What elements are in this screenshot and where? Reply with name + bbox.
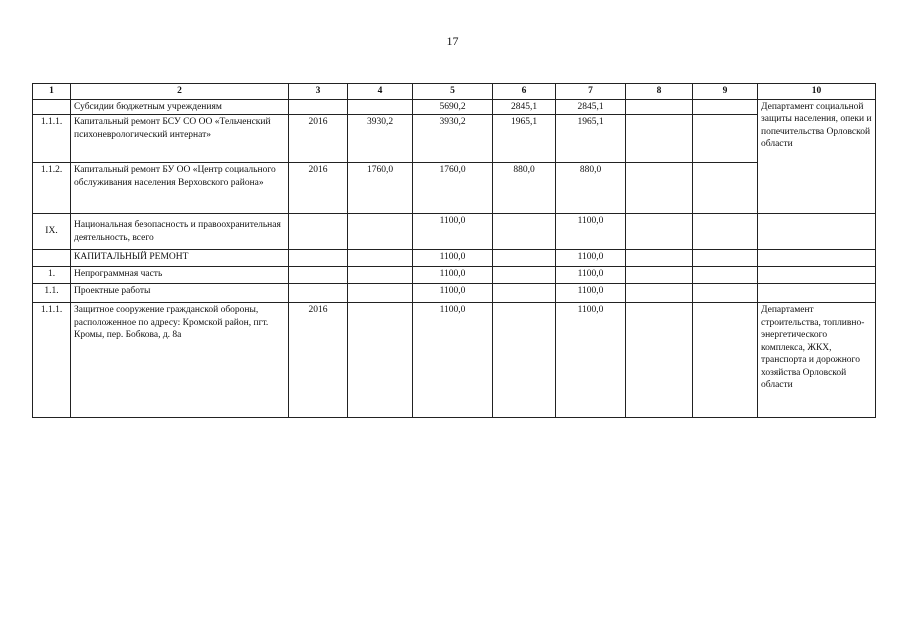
cell-year bbox=[289, 267, 348, 284]
cell-col4 bbox=[348, 284, 413, 303]
row-number bbox=[33, 250, 71, 267]
table-row bbox=[33, 115, 876, 163]
cell-col4 bbox=[348, 250, 413, 267]
cell-department-construction: Департамент строительства, топливно-энергетического комплекса, ЖКХ, транспорта и дорожного хозяйства Орловской области bbox=[758, 303, 876, 418]
cell-year bbox=[289, 250, 348, 267]
cell-col4 bbox=[348, 99, 413, 115]
cell-col8 bbox=[626, 267, 693, 284]
cell-col6 bbox=[493, 284, 556, 303]
table-row bbox=[33, 303, 876, 418]
column-header: 1 bbox=[33, 84, 71, 100]
cell-col10 bbox=[758, 214, 876, 250]
row-number: 1.1. bbox=[33, 284, 71, 303]
cell-col8 bbox=[626, 214, 693, 250]
budget-table bbox=[32, 83, 876, 418]
cell-col6 bbox=[493, 250, 556, 267]
cell-col4: 1760,0 bbox=[348, 163, 413, 214]
cell-year: 2016 bbox=[289, 303, 348, 418]
table-row bbox=[33, 99, 876, 115]
row-name: Защитное сооружение гражданской обороны, расположенное по адресу: Кромской район, пгт. Кромы, пер. Бобкова, д. 8а bbox=[71, 303, 289, 418]
column-header: 8 bbox=[626, 84, 693, 100]
cell-col8 bbox=[626, 284, 693, 303]
row-name: Капитальный ремонт БУ ОО «Центр социального обслуживания населения Верховского района» bbox=[71, 163, 289, 214]
cell-col5: 1100,0 bbox=[413, 214, 493, 250]
column-header: 3 bbox=[289, 84, 348, 100]
cell-col6: 2845,1 bbox=[493, 99, 556, 115]
row-name: Капитальный ремонт БСУ СО ОО «Тельченский психоневрологический интернат» bbox=[71, 115, 289, 163]
header-row bbox=[33, 84, 876, 100]
cell-col6 bbox=[493, 303, 556, 418]
cell-col7: 2845,1 bbox=[556, 99, 626, 115]
cell-col7: 1100,0 bbox=[556, 214, 626, 250]
table-row bbox=[33, 163, 876, 214]
cell-col9 bbox=[693, 214, 758, 250]
cell-col6 bbox=[493, 214, 556, 250]
cell-year: 2016 bbox=[289, 115, 348, 163]
cell-col7: 1100,0 bbox=[556, 267, 626, 284]
row-name: Национальная безопасность и правоохранительная деятельность, всего bbox=[71, 214, 289, 250]
table-row bbox=[33, 214, 876, 250]
column-header: 7 bbox=[556, 84, 626, 100]
cell-col7: 1100,0 bbox=[556, 303, 626, 418]
cell-col4 bbox=[348, 303, 413, 418]
table-row bbox=[33, 267, 876, 284]
column-header: 4 bbox=[348, 84, 413, 100]
cell-col10 bbox=[758, 284, 876, 303]
column-header: 6 bbox=[493, 84, 556, 100]
cell-col5: 1100,0 bbox=[413, 303, 493, 418]
cell-col9 bbox=[693, 284, 758, 303]
cell-col9 bbox=[693, 250, 758, 267]
row-number: 1.1.1. bbox=[33, 303, 71, 418]
cell-col5: 3930,2 bbox=[413, 115, 493, 163]
row-name: КАПИТАЛЬНЫЙ РЕМОНТ bbox=[71, 250, 289, 267]
cell-col9 bbox=[693, 115, 758, 163]
row-number: IX. bbox=[33, 214, 71, 250]
row-number: 1. bbox=[33, 267, 71, 284]
cell-col4 bbox=[348, 267, 413, 284]
cell-col5: 1760,0 bbox=[413, 163, 493, 214]
cell-col8 bbox=[626, 99, 693, 115]
cell-col9 bbox=[693, 99, 758, 115]
cell-col4 bbox=[348, 214, 413, 250]
cell-col6 bbox=[493, 267, 556, 284]
cell-year: 2016 bbox=[289, 163, 348, 214]
cell-col9 bbox=[693, 267, 758, 284]
page-number: 17 bbox=[446, 34, 459, 48]
cell-year bbox=[289, 99, 348, 115]
cell-col8 bbox=[626, 115, 693, 163]
cell-col10 bbox=[758, 267, 876, 284]
row-name: Субсидии бюджетным учреждениям bbox=[71, 99, 289, 115]
table-row bbox=[33, 250, 876, 267]
cell-col6: 1965,1 bbox=[493, 115, 556, 163]
row-number bbox=[33, 99, 71, 115]
cell-department-social: Департамент социальной защиты населения, опеки и попечительства Орловской области bbox=[758, 99, 876, 214]
cell-col5: 5690,2 bbox=[413, 99, 493, 115]
cell-col7: 880,0 bbox=[556, 163, 626, 214]
column-header: 9 bbox=[693, 84, 758, 100]
table-row bbox=[33, 284, 876, 303]
column-header: 5 bbox=[413, 84, 493, 100]
row-number: 1.1.2. bbox=[33, 163, 71, 214]
cell-col4: 3930,2 bbox=[348, 115, 413, 163]
cell-col8 bbox=[626, 250, 693, 267]
cell-col5: 1100,0 bbox=[413, 250, 493, 267]
cell-col7: 1100,0 bbox=[556, 250, 626, 267]
cell-year bbox=[289, 214, 348, 250]
cell-col7: 1100,0 bbox=[556, 284, 626, 303]
cell-col5: 1100,0 bbox=[413, 284, 493, 303]
cell-col9 bbox=[693, 303, 758, 418]
row-number: 1.1.1. bbox=[33, 115, 71, 163]
cell-col7: 1965,1 bbox=[556, 115, 626, 163]
row-name: Проектные работы bbox=[71, 284, 289, 303]
cell-year bbox=[289, 284, 348, 303]
row-name: Непрограммная часть bbox=[71, 267, 289, 284]
cell-col9 bbox=[693, 163, 758, 214]
column-header: 10 bbox=[758, 84, 876, 100]
cell-col8 bbox=[626, 163, 693, 214]
cell-col10 bbox=[758, 250, 876, 267]
cell-col5: 1100,0 bbox=[413, 267, 493, 284]
cell-col8 bbox=[626, 303, 693, 418]
column-header: 2 bbox=[71, 84, 289, 100]
cell-col6: 880,0 bbox=[493, 163, 556, 214]
